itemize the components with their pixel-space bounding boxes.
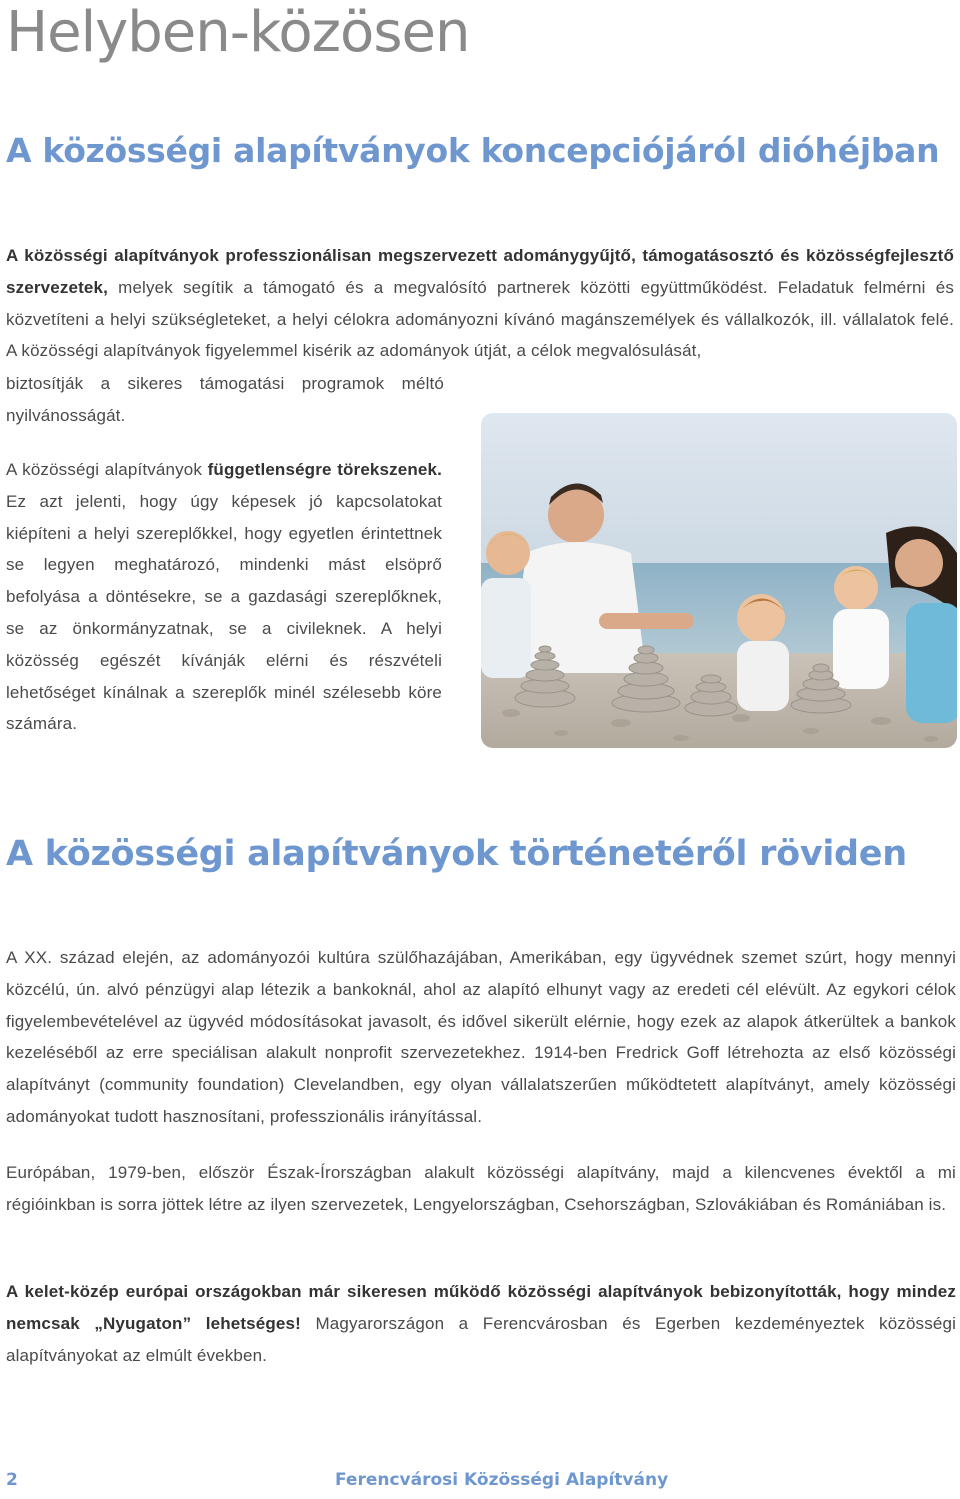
cee-bold-text: A kelet-közép európai országokban már sikeresen működő közösségi alapítványok bebizonyították, hogy mindez nemcsak „Nyugaton” lehetséges!: [6, 1282, 956, 1333]
cee-text: Magyarországon a Ferencvárosban és Egerben kezdeményeztek közösségi alapítványokat az elmúlt években.: [6, 1313, 956, 1365]
independence-lead: A közösségi alapítványok: [6, 460, 208, 479]
intro-paragraph: [6, 240, 954, 367]
independence-paragraph: [6, 454, 442, 740]
intro-paragraph-continued: biztosítják a sikeres támogatási programok méltó nyilvánosságát.: [6, 374, 444, 425]
independence-text: Ez azt jelenti, hogy úgy képesek jó kapcsolatokat kiépíteni a helyi szereplőkkel, hogy egyetlen érintettnek se legyen meghatározó, mindenki mást elsöprő befolyása a döntésekre, se a gazdasági szereplőknek, se az önkormányzatnak, se a civileknek. A helyi közösség egészét kívánják elérni és részvételi lehetőséget kínálnak a szereplők minél szélesebb köre számára.: [6, 491, 442, 734]
section-heading-history: A közösségi alapítványok történetéről röviden: [6, 834, 907, 874]
section-heading-concept: A közösségi alapítványok koncepciójáról dióhéjban: [6, 131, 940, 170]
footer-organization: Ferencvárosi Közösségi Alapítvány: [335, 1470, 669, 1490]
intro-text: melyek segítik a támogató és a megvalósító partnerek közötti együttműködést. Feladatuk felmérni és közvetíteni a helyi szükségleteket, a helyi célokra adományozni kívánó magánszemélyek és vállalkozók, ill. vállalatok felé. A közösségi alapítványok figyelemmel kisérik az adományok útját, a célok megvalósulását,: [6, 277, 954, 361]
europe-paragraph: Európában, 1979-ben, először Észak-Írországban alakult közösségi alapítvány, majd a kilencvenes évektől a mi régióinkban is sorra jöttek létre az ilyen szervezetek, Lengyelországban, Csehországban, Szlovákiában és Romániában is.: [6, 1163, 956, 1214]
family-beach-photo: [481, 413, 957, 748]
page-number: 2: [6, 1470, 18, 1490]
history-paragraph: A XX. század elején, az adományozói kultúra szülőhazájában, Amerikában, egy ügyvédnek szemet szúrt, hogy mennyi közcélú, ún. alvó pénzügyi alap létezik a bankoknál, ahol az alapító elhunyt vagy az eredeti cél elévült. Az egykori célok figyelembevételével az ügyvéd módosításokat javasolt, és idővel sikerült elérnie, hogy ezek az alapok átkerültek a bankok kezeléséből az erre speciálisan alakult nonprofit szervezetekhez. 1914-ben Fredrick Goff létrehozta az első közösségi alapítványt (community foundation) Clevelandben, egy olyan vállalatszerűen működtetett alapítványt, amely közösségi adományokat tudott hasznosítani, professzionális irányítással.: [6, 948, 956, 1126]
intro-bold-text: A közösségi alapítványok professzionálisan megszervezett adománygyűjtő, támogatásosztó és közösségfejlesztő szervezetek,: [6, 246, 954, 297]
independence-bold: függetlenségre törekszenek.: [207, 460, 442, 479]
page-title: Helyben-közösen: [6, 0, 470, 65]
cee-paragraph: [6, 1276, 956, 1371]
